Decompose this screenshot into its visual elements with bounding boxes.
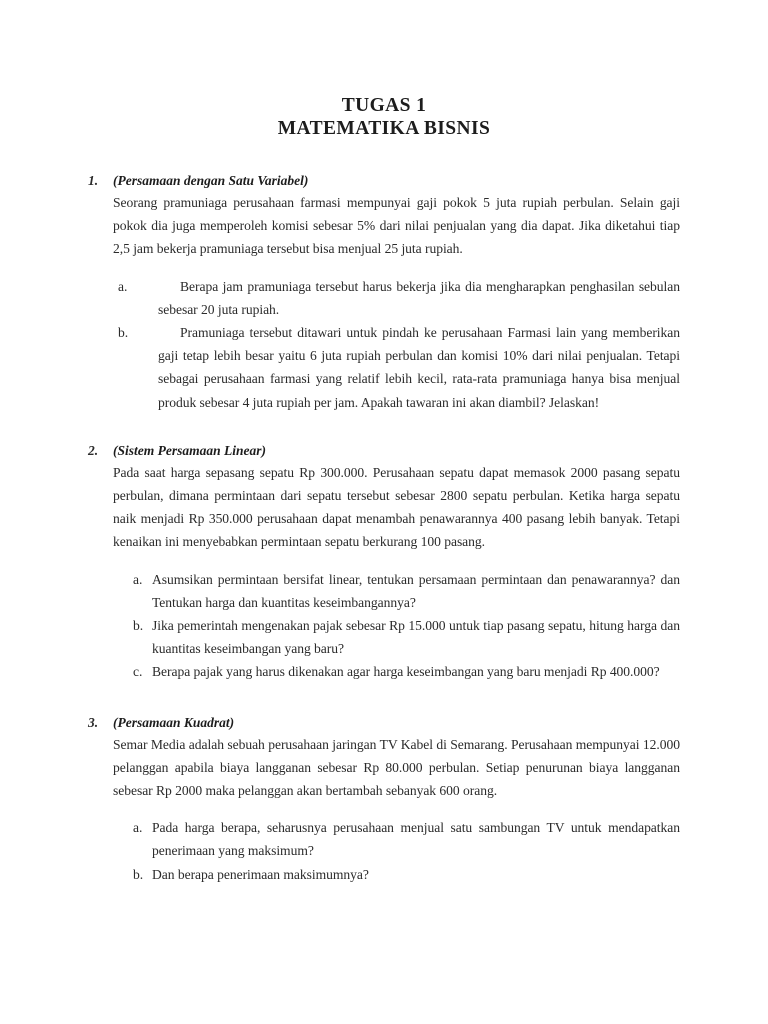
question-item-1 (88, 170, 680, 261)
sub-text-1a: Berapa jam pramuniaga tersebut harus bekerja jika dia mengharapkan penghasilan sebulan sebesar 20 juta rupiah. (158, 278, 680, 317)
sub-marker-2b: b. (133, 618, 144, 634)
document-content (88, 170, 680, 886)
question-number-1: 1. (88, 173, 99, 188)
question-number-3: 3. (88, 714, 99, 730)
sub-text-2c: Berapa pajak yang harus dikenakan agar harga keseimbangan yang baru menjadi Rp 400.000? (152, 664, 660, 680)
sub-marker-3a: a. (133, 820, 143, 836)
question-body-3: Semar Media adalah sebuah perusahaan jaringan TV Kabel di Semarang. Perusahaan mempunyai 12.000 pelanggan apabila biaya langganan sebesar Rp 80.000 perbulan. Setiap penurunan biaya langganan sebesar Rp 2000 maka pelanggan akan bertambah sebanyak 600 orang. (113, 736, 680, 799)
sub-item-1b (113, 321, 680, 414)
sub-item-2a (133, 568, 680, 614)
sublist-1 (88, 275, 680, 414)
sub-item-2c (133, 660, 680, 683)
document-title (0, 94, 768, 140)
sub-text-2b: Jika pemerintah mengenakan pajak sebesar Rp 15.000 untuk tiap pasang sepatu, hitung harga dan kuantitas keseimbangan yang baru? (152, 618, 680, 657)
sub-marker-3b: b. (133, 866, 144, 882)
sub-item-3a (133, 816, 680, 862)
sub-marker-1b: b. (118, 325, 129, 341)
sublist-2 (88, 568, 680, 684)
sub-text-1b: Pramuniaga tersebut ditawari untuk pindah ke perusahaan Farmasi lain yang memberikan gaji tetap lebih besar yaitu 6 juta rupiah perbulan dan komisi 10% dari nilai penjualan. Tetapi sebagai perusahaan farmasi yang relatif lebih kecil, rata-rata pramuniaga hanya bisa menjual produk sebesar 4 juta rupiah per jam. Apakah tawaran ini akan diambil? Jelaskan! (158, 325, 680, 410)
sub-item-3b (133, 863, 680, 886)
sub-marker-2c: c. (133, 664, 143, 680)
title-line-1: TUGAS 1 (341, 95, 427, 116)
title-line-2: MATEMATIKA BISNIS (277, 118, 491, 139)
question-item-3 (88, 712, 680, 803)
sub-item-1a (113, 275, 680, 321)
question-body-2: Pada saat harga sepasang sepatu Rp 300.000. Perusahaan sepatu dapat memasok 2000 pasang sepatu perbulan, dimana permintaan dari sepatu tersebut sebesar 2800 sepatu perbulan. Ketika harga sepatu naik menjadi Rp 350.000 perusahaan dapat menambah penawarannya 400 pasang lebih banyak. Tetapi kenaikan ini menyebabkan permintaan sepatu berkurang 100 pasang. (113, 464, 680, 550)
question-body-1: Seorang pramuniaga perusahaan farmasi mempunyai gaji pokok 5 juta rupiah perbulan. Selain gaji pokok dia juga memperoleh komisi sebesar 5% dari nilai penjualan yang dia dapat. Jika diketahui tiap 2,5 jam bekerja pramuniaga tersebut bisa menjual 25 juta rupiah. (113, 195, 680, 257)
spacer-2 (88, 684, 680, 712)
question-heading-3: (Persamaan Kuadrat) (113, 714, 235, 730)
question-heading-1: (Persamaan dengan Satu Variabel) (113, 173, 309, 188)
sub-text-3a: Pada harga berapa, seharusnya perusahaan menjual satu sambungan TV untuk mendapatkan penerimaan yang maksimum? (152, 820, 680, 859)
sublist-3 (88, 816, 680, 886)
question-number-2: 2. (88, 442, 99, 458)
spacer-1 (88, 414, 680, 440)
sub-item-2b (133, 614, 680, 660)
sub-marker-2a: a. (133, 571, 143, 587)
sub-text-3b: Dan berapa penerimaan maksimumnya? (152, 866, 369, 882)
question-item-2 (88, 440, 680, 554)
sub-text-2a: Asumsikan permintaan bersifat linear, tentukan persamaan permintaan dan penawarannya? dan Tentukan harga dan kuantitas keseimbangannya? (152, 571, 680, 610)
sub-marker-1a: a. (118, 278, 128, 294)
question-heading-2: (Sistem Persamaan Linear) (113, 442, 267, 458)
